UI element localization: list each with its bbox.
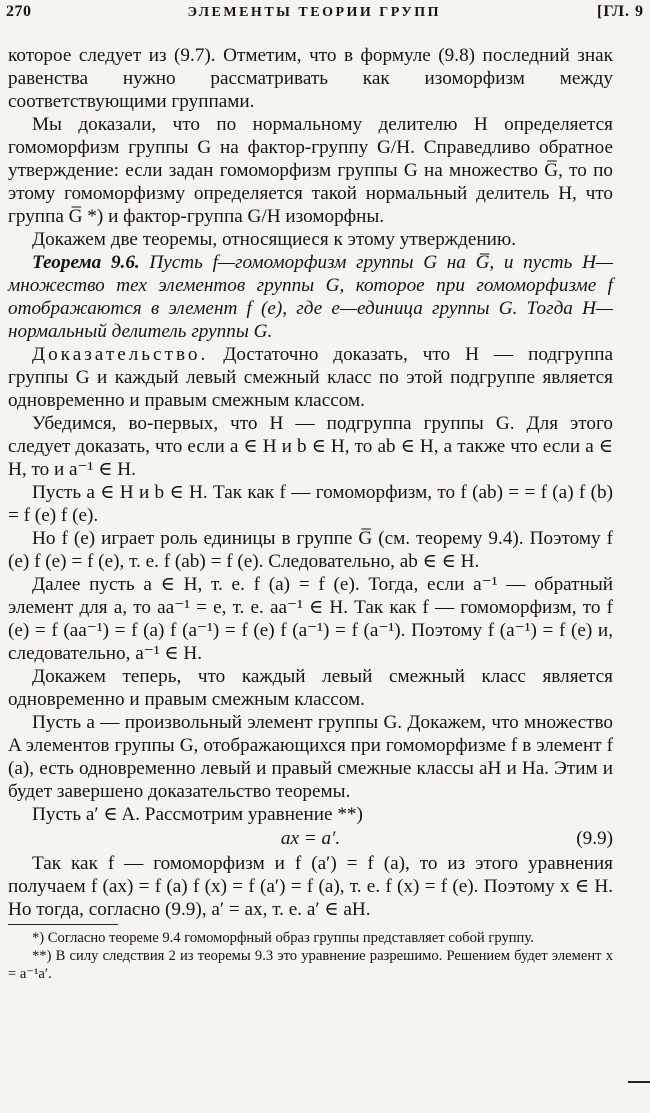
proof-text: Достаточно доказать, что H — подгруппа группы G и каждый левый смежный класс по этой подгруппе является одновременно и правым смежным классом.: [8, 344, 614, 411]
paragraph: Пусть a — произвольный элемент группы G. Докажем, что множество A элементов группы G, отображающихся при гомоморфизме f в элемент f (a), есть одновременно левый и правый смежные классы aH и Ha. Этим и будет завершено доказательство теоремы.: [8, 712, 613, 802]
paragraph: Пусть a ∈ H и b ∈ H. Так как f — гомоморфизм, то f (ab) = = f (a) f (b) = f (e) f (e).: [8, 482, 613, 526]
theorem-text: Пусть f—гомоморфизм группы G на G̅, и пусть H—множество тех элементов группы G, которое при гомоморфизме f отображаются в элемент f (e), где e—единица группы G. Тогда H—нормальный делитель группы G.: [8, 252, 613, 342]
footnote-rule: [8, 924, 118, 925]
chapter-marker: [ГЛ. 9: [596, 3, 644, 20]
paragraph: Так как f — гомоморфизм и f (a′) = f (a), то из этого уравнения получаем f (ax) = f (a) f (x) = f (a′) = f (a), т. е. f (x) = f (e). Поэтому x ∈ H. Но тогда, согласно (9.9), a′ = ax, т. е. a′ ∈ aH.: [8, 853, 613, 920]
paragraph: Мы доказали, что по нормальному делителю H определяется гомоморфизм группы G на фактор-группу G/H. Справедливо обратное утверждение: если задан гомоморфизм группы G на множество G̅, то по этому гомоморфизму определяется такой нормальный делитель H, что группа G̅ *) и фактор-группа G/H изоморфны.: [8, 114, 613, 227]
paragraph: Но f (e) играет роль единицы в группе G̅ (см. теорему 9.4). Поэтому f (e) f (e) = f (e), т. е. f (ab) = f (e). Следовательно, ab ∈ ∈ H.: [8, 528, 613, 572]
equation-expression: ax = a′.: [280, 828, 341, 849]
paragraph: которое следует из (9.7). Отметим, что в формуле (9.8) последний знак равенства нужно рассматривать как изоморфизм между соответствующими группами.: [8, 45, 613, 112]
paragraph: Далее пусть a ∈ H, т. е. f (a) = f (e). Тогда, если a⁻¹ — обратный элемент для a, то aa⁻¹ = e, т. е. aa⁻¹ ∈ H. Так как f — гомоморфизм, то f (e) = f (aa⁻¹) = f (a) f (a⁻¹) = f (e) f (a⁻¹) = f (a⁻¹). Поэтому f (a⁻¹) = f (e) и, следовательно, a⁻¹ ∈ H.: [8, 574, 613, 664]
main-text: [8, 44, 613, 921]
footnote: **) В силу следствия 2 из теоремы 9.3 это уравнение разрешимо. Решением будет элемент x = a⁻¹a′.: [8, 948, 613, 982]
running-header: [6, 3, 644, 23]
running-title: ЭЛЕМЕНТЫ ТЕОРИИ ГРУПП: [187, 5, 441, 20]
theorem-statement: [8, 251, 613, 343]
display-equation: [8, 827, 613, 851]
page-number: 270: [6, 3, 32, 20]
paragraph: Докажем две теоремы, относящиеся к этому утверждению.: [32, 229, 517, 250]
footnote: *) Согласно теореме 9.4 гомоморфный образ группы представляет собой группу.: [32, 930, 534, 946]
page-edge-mark: [628, 1081, 650, 1083]
paragraph: Пусть a′ ∈ A. Рассмотрим уравнение **): [32, 804, 363, 825]
footnotes: [8, 929, 613, 983]
proof-label: Доказательство.: [32, 344, 209, 365]
paragraph: Докажем теперь, что каждый левый смежный класс является одновременно и правым смежным классом.: [8, 666, 613, 710]
theorem-label: Теорема 9.6.: [32, 252, 140, 273]
proof-paragraph: [8, 343, 613, 412]
equation-number: (9.9): [576, 828, 613, 849]
paragraph: Убедимся, во-первых, что H — подгруппа группы G. Для этого следует доказать, что если a ∈ H и b ∈ H, то ab ∈ H, а также что если a ∈ H, то и a⁻¹ ∈ H.: [8, 413, 613, 480]
